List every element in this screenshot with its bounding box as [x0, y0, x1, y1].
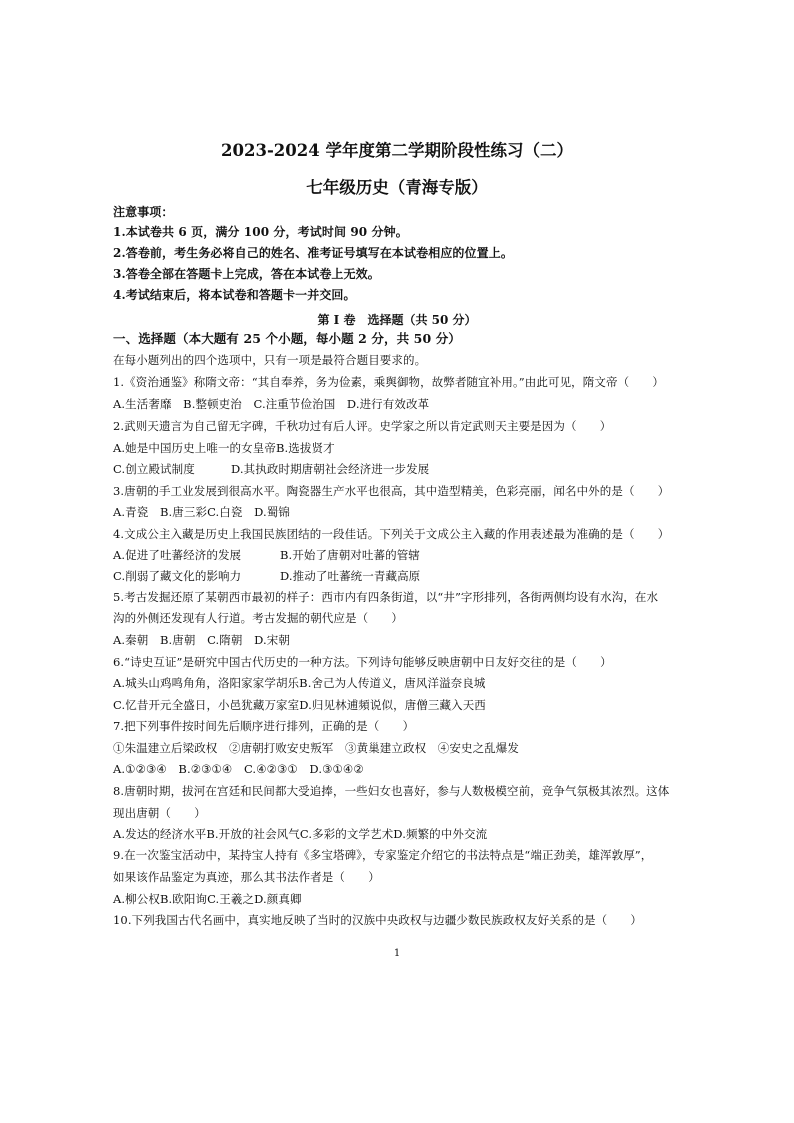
part-heading: 一、选择题（本大题有 25 个小题，每小题 2 分，共 50 分）	[113, 331, 461, 346]
question-6-stem: 6.“诗史互证”是研究中国古代历史的一种方法。下列诗句能够反映唐朝中日友好交往的是（ ）	[113, 655, 612, 669]
question-4-option-b: B.开始了唐朝对吐蕃的管辖	[280, 548, 420, 562]
question-1-stem: 1.《资治通鉴》称隋文帝：“其自奉养，务为俭素，乘舆御物，故弊者随宜补用。”由此可见，隋文帝（ ）	[113, 375, 664, 389]
notice-item-2: 2.答卷前，考生务必将自己的姓名、准考证号填写在本试卷相应的位置上。	[113, 246, 513, 260]
question-7-stem: 7.把下列事件按时间先后顺序进行排列，正确的是（ ）	[113, 719, 415, 733]
question-5-stem-line1: 5.考古发掘还原了某朝西市最初的样子：西市内有四条街道，以“井”字形排列，各街两侧均设有水沟，在水	[113, 590, 659, 604]
question-2-stem: 2.武则天遗言为自己留无字碑，千秋功过有后人评。史学家之所以肯定武则天主要是因为（ ）	[113, 419, 612, 433]
notice-item-1: 1.本试卷共 6 页，满分 100 分，考试时间 90 分钟。	[113, 225, 408, 239]
question-1-options: A.生活奢靡 B.整顿吏治 C.注重节俭治国 D.进行有效改革	[113, 397, 430, 411]
section-title: 第 I 卷 选择题（共 50 分）	[317, 313, 477, 327]
question-2-option-c: C.创立殿试制度	[113, 462, 195, 476]
question-4-option-a: A.促进了吐蕃经济的发展	[113, 548, 242, 562]
question-8-options: A.发达的经济水平B.开放的社会风气C.多彩的文学艺术D.频繁的中外交流	[113, 827, 488, 841]
question-9-stem-line1: 9.在一次鉴宝活动中，某持宝人持有《多宝塔碑》，专家鉴定介绍它的书法特点是“端正劲美，雄浑敦厚”，	[113, 848, 653, 862]
question-2-option-d: D.其执政时期唐朝社会经济进一步发展	[231, 462, 430, 476]
exam-title: 2023-2024 学年度第二学期阶段性练习（二）	[221, 141, 573, 160]
question-3-options: A.青瓷 B.唐三彩C.白瓷 D.蜀锦	[113, 505, 290, 519]
question-6-options-row1: A.城头山鸡鸣角角，洛阳家家学胡乐B.舍己为人传道义，唐风洋溢奈良城	[113, 676, 486, 690]
question-7-options: A.①②③④ B.②③①④ C.④②③① D.③①④②	[113, 762, 364, 776]
question-8-stem-line2: 现出唐朝（ ）	[113, 806, 206, 820]
notice-item-3: 3.答卷全部在答题卡上完成，答在本试卷上无效。	[113, 267, 380, 281]
question-8-stem-line1: 8.唐朝时期，拔河在宫廷和民间都大受追捧，一些妇女也喜好，参与人数极模空前，竞争气氛极其浓烈。这体	[113, 784, 670, 798]
question-5-stem-line2: 沟的外侧还发现有人行道。考古发掘的朝代应是（ ）	[113, 611, 403, 625]
question-5-options: A.秦朝 B.唐朝 C.隋朝 D.宋朝	[113, 633, 290, 647]
question-9-stem-line2: 如果该作品鉴定为真迹，那么其书法作者是（ ）	[113, 870, 380, 884]
question-4-option-d: D.推动了吐蕃统一青藏高原	[280, 569, 421, 583]
exam-subtitle: 七年级历史（青海专版）	[306, 178, 488, 197]
question-6-options-row2: C.忆昔开元全盛日，小邑犹藏万家室D.归见林逋頻说似，唐僧三藏入天西	[113, 698, 486, 712]
part-instruction: 在每小题列出的四个选项中，只有一项是最符合题目要求的。	[113, 353, 427, 367]
notice-item-4: 4.考试结束后，将本试卷和答题卡一并交回。	[113, 288, 356, 302]
question-3-stem: 3.唐朝的手工业发展到很高水平。陶瓷器生产水平也很高，其中造型精美，色彩亮丽，闻名中外的是（ ）	[113, 484, 670, 498]
question-7-events: ①朱温建立后梁政权 ②唐朝打败安史叛军 ③黄巢建立政权 ④安史之乱爆发	[113, 741, 519, 755]
question-4-stem: 4.文成公主入藏是历史上我国民族团结的一段佳话。下列关于文成公主入藏的作用表述最为准确的是（ ）	[113, 527, 670, 541]
question-4-option-c: C.削弱了藏文化的影响力	[113, 569, 242, 583]
page-number: 1	[393, 948, 401, 959]
question-10-stem: 10.下列我国古代名画中，真实地反映了当时的汉族中央政权与边疆少数民族政权友好关系的是（ ）	[113, 913, 642, 927]
question-2-options-row1: A.她是中国历史上唯一的女皇帝B.选拔贤才	[113, 441, 335, 455]
notice-heading: 注意事项：	[113, 205, 174, 219]
question-9-options: A.柳公权B.欧阳询C.王羲之D.颜真卿	[113, 892, 302, 906]
